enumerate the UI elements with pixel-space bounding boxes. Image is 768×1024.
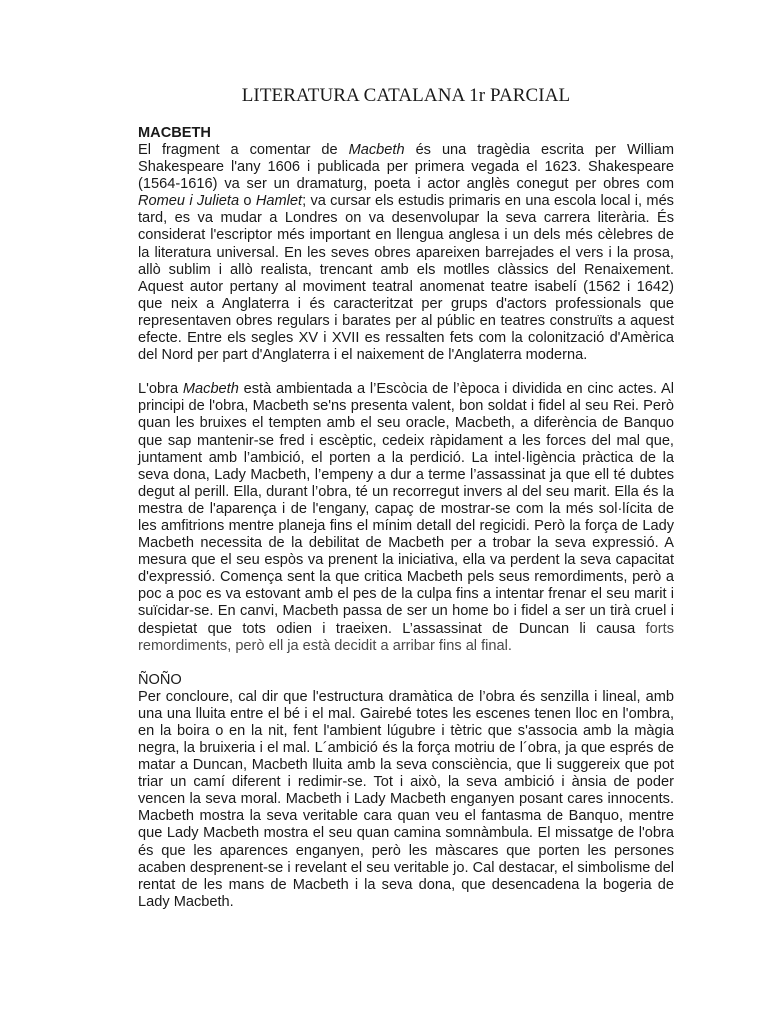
text-run: ; va cursar els estudis primaris en una escola local i, més tard, es va mudar a Londres on va desenvolupar la seva carrera literària. És considerat l'escriptor més important en llengua anglesa i un dels més cèlebres de la literatura universal. En les seves obres apareixen barrejades el vers i la prosa, allò sublim i allò realista, trencant amb els motlles clàssics del Renaixement. Aquest autor pertany al moviment teatral anomenat teatre isabelí (1562 i 1642) que neix a Anglaterra i és caracteritzat per grups d'actors professionals que representaven obres regulars i barates per al públic en teatres construïts a aquest efecte. Entre els segles XV i XVII es ressalten fets com la colonització d'Amèrica del Nord per part d'Anglaterra i el naixement de l'Anglaterra moderna. (138, 193, 674, 364)
italic-title-hamlet: Hamlet (255, 193, 303, 210)
text-run: és una tragèdia escrita per William Shakespeare l'any 1606 i publicada per primera vegada el 1623. Shakespeare (1564-1616) va ser un dramaturg, poeta i actor anglès conegut per obres com (138, 142, 675, 193)
section-heading-nono: ÑOÑO (138, 671, 182, 688)
paragraph-plot (138, 381, 674, 655)
section-heading-macbeth: MACBETH (138, 125, 211, 141)
text-run: o (239, 193, 256, 210)
paragraph-gap (138, 655, 674, 672)
text-run: L'obra (138, 381, 183, 398)
text-run-gray: forts remordiments, però ell ja està decidit a arribar fins al final. (138, 620, 674, 654)
text-run: El fragment a comentar de (138, 142, 349, 158)
document-title: LITERATURA CATALANA 1r PARCIAL (241, 85, 571, 106)
text-run: està ambientada a l’Escòcia de l’època i dividida en cinc actes. Al principi de l'obra, Macbeth se'ns presenta valent, bon soldat i fidel al seu Rei. Però quan les bruixes el tempten amb el seu oracle, Macbeth, a diferència de Banquo que sap mantenir-se fred i escèptic, cedeix ràpidament a les forces del mal que, juntament amb l’ambició, el porten a la perdició. La intel·ligència pràctica de la seva dona, Lady Macbeth, l’empeny a dur a terme l’assassinat ja que ell té dubtes degut al perill. Ella, durant l’obra, té un recorregut invers al del seu marit. Ella és la mestra de l'aparença i de l'engany, capaç de mostrar-se com la més sol·lícita de les amfitrions mentre planeja fins el mínim detall del regicidi. Però la força de Lady Macbeth necessita de la debilitat de Macbeth per a trobar la seva expressió. A mesura que el seu espòs va prenent la iniciativa, ella va perdent la seva capacitat d'expressió. Comença sent la que critica Macbeth pels seus remordiments, però a poc a poc es va estovant amb el pes de la culpa fins a intentar frenar el seu marit i suïcidar-se. En canvi, Macbeth passa de ser un home bo i fidel a ser un tirà cruel i despietat que tots odien i traeixen. L’assassinat de Duncan li causa (138, 381, 674, 637)
italic-title-macbeth: Macbeth (348, 142, 405, 158)
paragraph-gap (138, 364, 674, 381)
italic-title-macbeth: Macbeth (182, 381, 239, 398)
paragraph-author-intro (138, 142, 674, 364)
document-page (138, 85, 674, 911)
italic-title-romeu: Romeu i Julieta (138, 193, 240, 210)
paragraph-conclusion: Per concloure, cal dir que l'estructura dramàtica de l’obra és senzilla i lineal, amb una una lluita entre el bé i el mal. Gairebé totes les escenes tenen lloc en l'ombra, en la boira o en la nit, fent l'ambient lúgubre i tètric que s'associa amb la màgia negra, la bruixeria i el mal. L´ambició és la força motriu de l´obra, ja que esprés de matar a Duncan, Macbeth lluita amb la seva consciència, que li suggereix que pot triar un camí diferent i redimir-se. Tot i això, la seva ambició i ànsia de poder vencen la seva moral. Macbeth i Lady Macbeth enganyen posant cares innocents. Macbeth mostra la seva veritable cara quan veu el fantasma de Banquo, mentre que Lady Macbeth mostra el seu quan camina somnàmbula. El missatge de l'obra és que les aparences enganyen, però les màscares que porten les persones acaben desprenent-se i revelant el seu veritable jo. Cal destacar, el simbolisme del rentat de les mans de Macbeth i la seva dona, que desencadena la bogeria de Lady Macbeth. (138, 688, 674, 910)
